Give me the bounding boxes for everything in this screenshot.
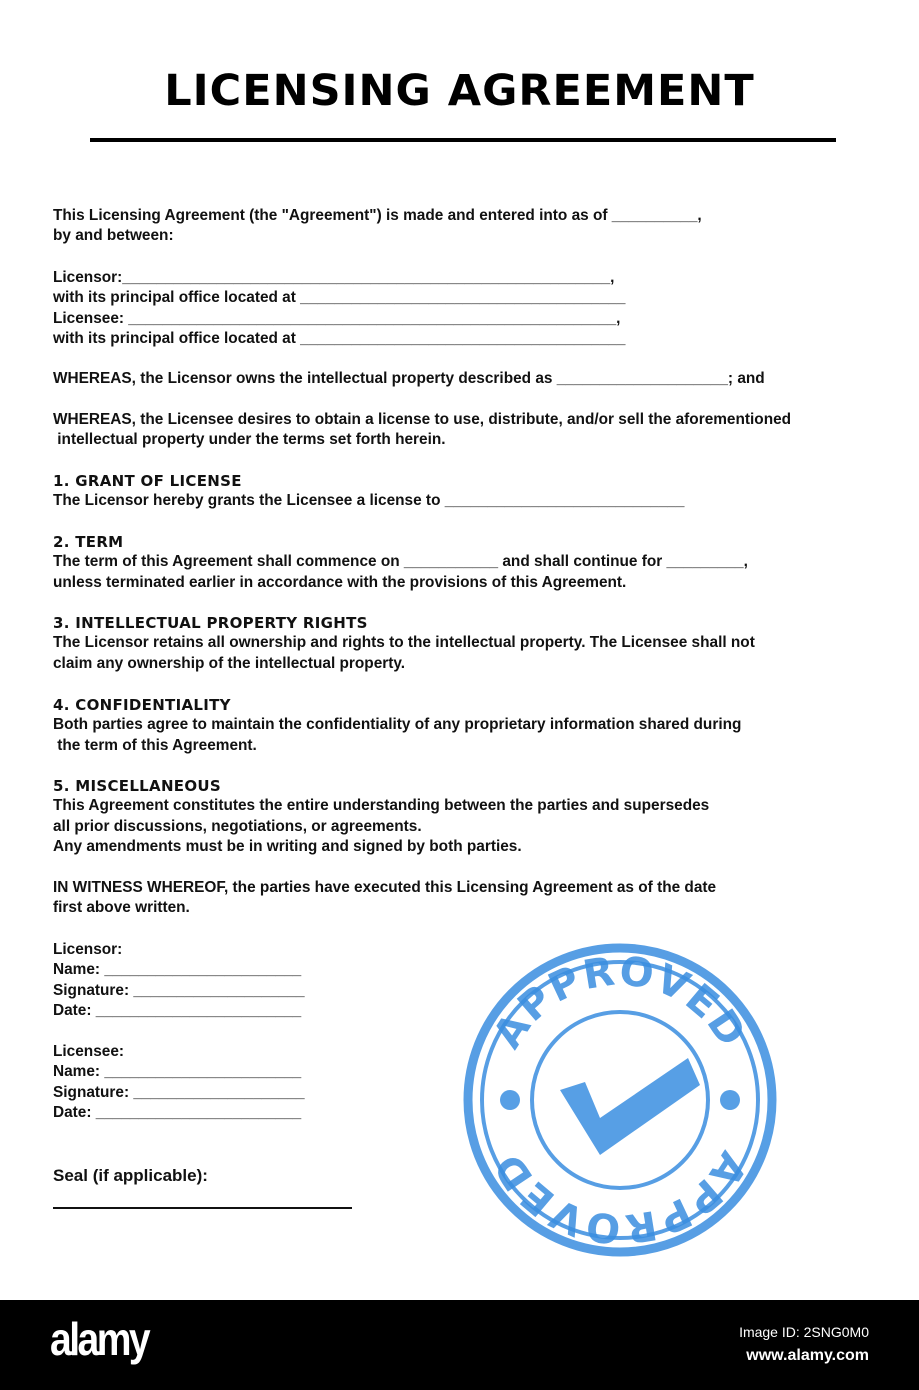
text-line: intellectual property under the terms set forth herein. [53,431,446,449]
date-field: Date: ________________________ [53,1104,302,1122]
date-field: Date: ________________________ [53,1002,302,1020]
title-rule [90,138,836,142]
witness-paragraph [53,878,716,919]
text-line: This Licensing Agreement (the "Agreement") is made and entered into as of __________, [53,207,702,224]
image-id: Image ID: 2SNG0M0 [739,1324,869,1340]
text-line: The Licensor hereby grants the Licensee a license to ____________________________ [53,492,685,510]
text-line: IN WITNESS WHEREOF, the parties have executed this Licensing Agreement as of the date [53,879,717,896]
alamy-logo: alamy [50,1313,149,1365]
whereas-2 [53,410,791,451]
licensor-office-field: with its principal office located at ______________________________________ [53,289,626,307]
text-line: Both parties agree to maintain the confidentiality of any proprietary information shared during [53,716,742,734]
checkmark-icon [560,1058,700,1155]
name-field: Name: _______________________ [53,961,302,979]
section-ip-rights [53,613,755,674]
document-title: LICENSING AGREEMENT [164,66,755,116]
text-line: Any amendments must be in writing and signed by both parties. [53,838,522,856]
signature-party-label: Licensor: [53,941,123,958]
licensor-field: Licensor:_________________________________________________________, [53,269,615,286]
seal-line [53,1207,352,1209]
text-line: The term of this Agreement shall commence on ___________ and shall continue for _________, [53,553,748,571]
text-line: WHEREAS, the Licensor owns the intellectual property described as ____________________; and [53,370,765,387]
section-heading: 1. GRANT OF LICENSE [53,472,242,490]
text-line: by and between: [53,227,174,245]
stamp-dot [720,1090,740,1110]
licensee-office-field: with its principal office located at ______________________________________ [53,330,626,348]
seal-label: Seal (if applicable): [53,1166,208,1185]
section-miscellaneous [53,776,709,858]
parties-block [53,268,625,350]
licensor-signature-block [53,940,305,1022]
stamp-text-bottom: APPROVED [484,1143,756,1252]
text-line: claim any ownership of the intellectual property. [53,654,406,672]
section-heading: 2. TERM [53,533,124,551]
stamp-text-top: APPROVED [484,948,756,1057]
licensee-signature-block [53,1042,305,1124]
approved-stamp [460,940,780,1260]
stamp-dot [500,1090,520,1110]
section-heading: 5. MISCELLANEOUS [53,777,221,795]
section-heading: 4. CONFIDENTIALITY [53,696,231,714]
text-line: WHEREAS, the Licensee desires to obtain a license to use, distribute, and/or sell the aforementioned [53,411,792,428]
signature-party-label: Licensee: [53,1043,125,1060]
name-field: Name: _______________________ [53,1063,302,1081]
section-grant [53,471,684,512]
section-term [53,532,748,593]
text-line: all prior discussions, negotiations, or agreements. [53,817,422,835]
text-line: unless terminated earlier in accordance with the provisions of this Agreement. [53,573,627,591]
section-heading: 3. INTELLECTUAL PROPERTY RIGHTS [53,614,368,632]
intro-paragraph [53,206,702,247]
text-line: the term of this Agreement. [53,736,257,754]
site-url: www.alamy.com [746,1347,869,1364]
section-confidentiality [53,695,741,756]
text-line: This Agreement constitutes the entire understanding between the parties and supersedes [53,797,710,815]
signature-field: Signature: ____________________ [53,1083,305,1101]
watermark-footer [0,1300,919,1390]
text-line: The Licensor retains all ownership and rights to the intellectual property. The Licensee shall not [53,634,755,652]
text-line: first above written. [53,899,190,917]
signature-field: Signature: ____________________ [53,981,305,999]
licensee-field: Licensee: _________________________________________________________, [53,309,621,327]
whereas-1 [53,369,765,389]
